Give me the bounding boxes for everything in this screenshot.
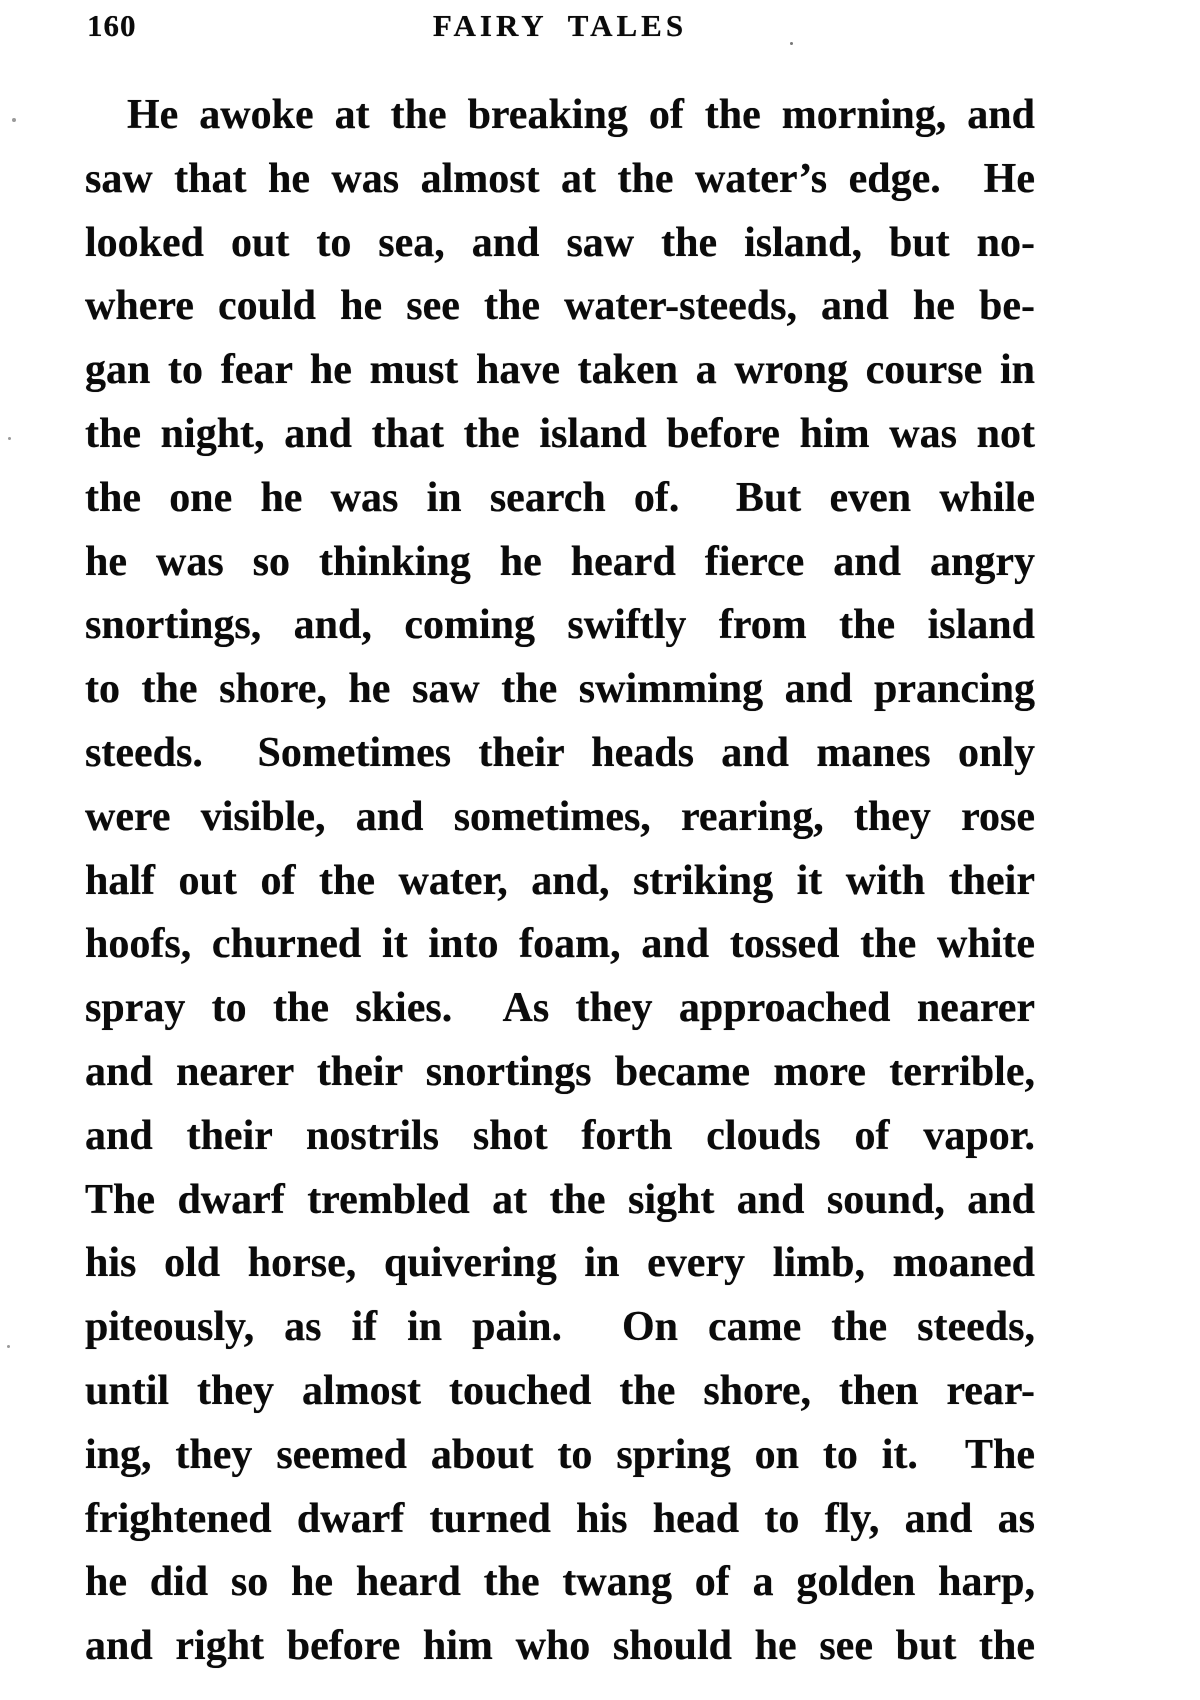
text-line: he was so thinking he heard fierce and angry bbox=[85, 538, 1035, 585]
scan-speck bbox=[12, 118, 16, 122]
text-line: The dwarf trembled at the sight and sound, and bbox=[85, 1176, 1035, 1223]
running-title: FAIRY TALES bbox=[432, 8, 688, 43]
page-number: 160 bbox=[87, 8, 137, 43]
text-line: saw that he was almost at the water’s edge. He bbox=[85, 155, 1035, 202]
text-line: He awoke at the breaking of the morning, and bbox=[127, 92, 1035, 138]
text-line: where could he see the water-steeds, and he be- bbox=[85, 283, 1035, 330]
text-line: looked out to sea, and saw the island, but no- bbox=[85, 219, 1035, 266]
text-line: hoofs, churned it into foam, and tossed the white bbox=[85, 921, 1035, 968]
text-line: snortings, and, coming swiftly from the island bbox=[85, 602, 1035, 649]
page-header bbox=[85, 8, 1035, 52]
text-line: to the shore, he saw the swimming and prancing bbox=[85, 666, 1035, 713]
text-line: and nearer their snortings became more terrible, bbox=[85, 1048, 1035, 1095]
body-text bbox=[85, 84, 1035, 1679]
scan-speck bbox=[790, 42, 793, 45]
text-line: and their nostrils shot forth clouds of vapor. bbox=[85, 1112, 1035, 1159]
text-line: the night, and that the island before him was not bbox=[85, 410, 1035, 457]
text-line: frightened dwarf turned his head to fly, and as bbox=[85, 1495, 1035, 1542]
text-line: and right before him who should he see but the bbox=[85, 1623, 1035, 1670]
text-line: half out of the water, and, striking it with their bbox=[85, 857, 1035, 904]
text-line: until they almost touched the shore, then rear- bbox=[85, 1367, 1035, 1414]
scan-speck bbox=[7, 1345, 10, 1348]
text-line: were visible, and sometimes, rearing, they rose bbox=[85, 793, 1035, 840]
text-line: the one he was in search of. But even while bbox=[85, 474, 1035, 521]
text-line: spray to the skies. As they approached nearer bbox=[85, 985, 1035, 1032]
text-line: his old horse, quivering in every limb, moaned bbox=[85, 1240, 1035, 1287]
scan-speck bbox=[8, 437, 11, 440]
text-line: piteously, as if in pain. On came the steeds, bbox=[85, 1304, 1035, 1351]
text-line: gan to fear he must have taken a wrong course in bbox=[85, 347, 1035, 394]
text-line: steeds. Sometimes their heads and manes only bbox=[85, 729, 1035, 776]
text-line: he did so he heard the twang of a golden harp, bbox=[85, 1559, 1035, 1606]
text-line: ing, they seemed about to spring on to it. The bbox=[85, 1431, 1035, 1478]
